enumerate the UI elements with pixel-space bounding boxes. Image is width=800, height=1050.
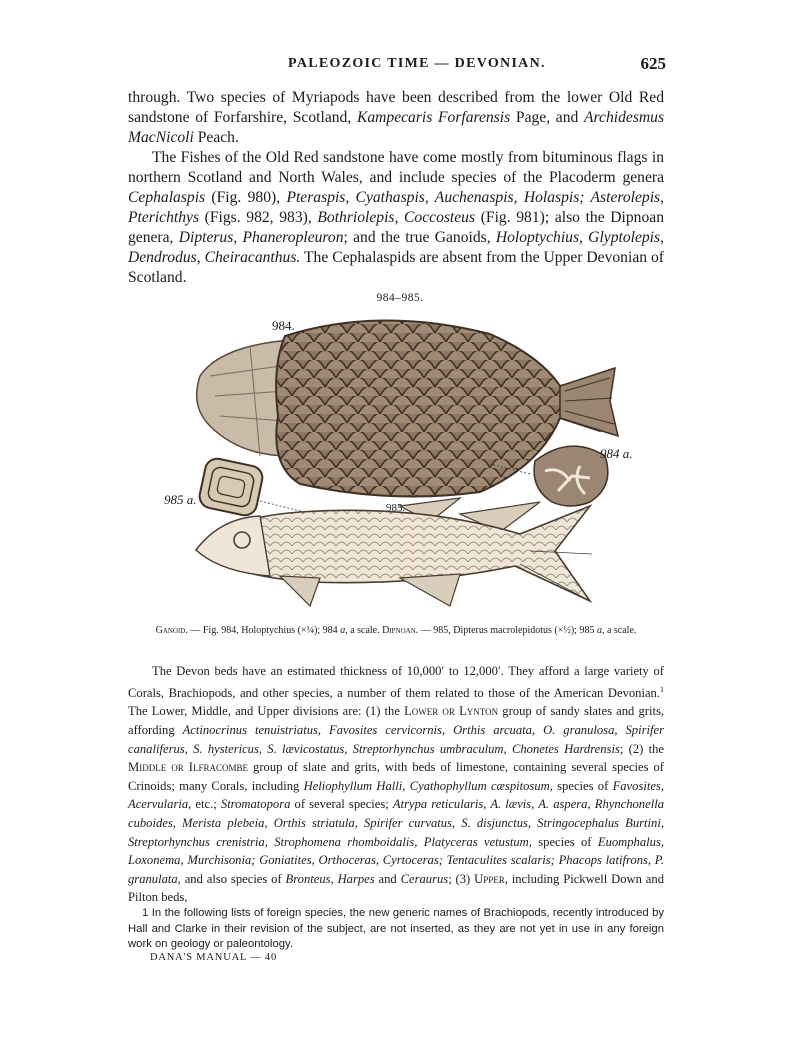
text-run: Page, and: [510, 109, 585, 126]
footnote-mark: 1: [142, 907, 149, 919]
footnote-text: In the following lists of foreign species, the new generic names of Brachiopods, recently introduced by Hall and Clarke in their revision of the subject, are not inserted, as they are not yet in use in any foreign work on geology or paleontology.: [128, 907, 664, 950]
paragraph-devon-beds: [128, 662, 664, 907]
text-run: (Fig. 980),: [205, 189, 287, 206]
figure-number: 984–985.: [376, 292, 424, 304]
text-run: ; (3): [448, 871, 475, 886]
text-run: , including Pickwell Down and Pilton beds,: [128, 871, 664, 905]
genus-name: Holoptychius, Glyptolepis, Dendrodus, Cheiracanthus.: [128, 229, 664, 266]
fossil-fish-figure: [160, 306, 660, 618]
text-run: ; and the true Ganoids,: [343, 229, 496, 246]
text-run: species of: [531, 834, 598, 849]
label-985a: 985 a.: [164, 492, 197, 507]
paragraph-myriapods: [128, 88, 664, 148]
page-number: 625: [640, 54, 666, 73]
text-run: group of sandy slates and grits, affording: [128, 704, 664, 737]
text-run: The Devon beds have an estimated thickness of 10,000′ to 12,000′. They afford a large variety of Corals, Brachiopods, and other species, a number of them related to those of the American Devonian.: [128, 664, 664, 700]
figure-caption: [128, 624, 664, 638]
species-list: Bronteus, Harpes: [285, 871, 375, 886]
division-name: Upper: [474, 871, 505, 886]
label-985: 985.: [386, 502, 406, 514]
species-list: Heliophyllum Halli, Cyathophyllum cæspitosum,: [303, 778, 553, 793]
genus-name: Dipterus, Phaneropleuron: [178, 229, 344, 246]
text-run: species of: [552, 778, 613, 793]
species-list: Actinocrinus tenuistriatus, Favosites cervicornis, Orthis arcuata, O. granulosa, Spirifer canaliferus, S. hystericus, S. lævicostatus, Streptorhynchus umbraculum, Chonetes Hardrensis: [128, 722, 664, 756]
species-list: Ceraurus: [400, 871, 449, 886]
label-984a: 984 a.: [600, 446, 633, 461]
species-list: Stromatopora: [220, 797, 291, 812]
species-name: Archidesmus MacNicoli: [128, 109, 665, 146]
text-run: through. Two species of Myriapods have been described from the lower Old Red sandstone of Forfarshire, Scotland,: [128, 89, 664, 126]
text-run: of several species;: [290, 797, 393, 812]
signature-imprint: DANA'S MANUAL — 40: [150, 952, 278, 963]
footnote-ref: 1: [660, 684, 664, 694]
species-name: Kampecaris Forfarensis: [356, 109, 511, 126]
caption-run: . — Fig. 984, Holoptychius (×¼); 984: [185, 625, 341, 636]
genus-name: Bothriolepis, Coccosteus: [317, 209, 476, 226]
text-run: (Figs. 982, 983),: [199, 209, 318, 226]
footnote: [128, 906, 664, 953]
species-list: Euomphalus, Loxonema, Murchisonia; Goniatites, Orthoceras, Cyrtoceras; Tentaculites scalaris; Phacops latifrons, P. granulata,: [128, 834, 664, 886]
genus-name: Cephalaspis: [128, 189, 206, 206]
caption-run: . — 985, Dipterus macrolepidotus (×½); 985: [415, 625, 597, 636]
species-list: Atrypa reticularis, A. lævis, A. aspera, Rhynchonella cuboides, Merista plebeia, Orthis striatula, Spirifer curvatus, S. disjunctus, Stringocephalus Burtini, Streptorhynchus crenistria, Strophomena rhomboidalis, Platyceras vetustum,: [128, 797, 664, 849]
label-984: 984.: [272, 318, 295, 333]
text-run: The Lower, Middle, and Upper divisions are: (1) the: [128, 704, 405, 719]
text-run: etc.;: [191, 797, 221, 812]
running-head: [128, 54, 668, 78]
text-run: (Fig. 981); also the Dipnoan genera,: [128, 209, 664, 246]
text-run: ; (2) the: [619, 741, 664, 756]
text-run: Peach.: [193, 129, 239, 146]
fossil-fish-illustration: [160, 306, 660, 618]
caption-run: Ganoid: [155, 625, 186, 636]
division-name: Middle or Ilfracombe: [128, 760, 248, 775]
caption-run: , a scale.: [345, 625, 383, 636]
caption-run: a: [340, 625, 346, 636]
fish-985-dipterus: [196, 498, 592, 606]
text-run: The Cephalaspids are absent from the Upper Devonian of Scotland.: [128, 249, 664, 286]
division-name: Lower or Lynton: [404, 704, 499, 719]
text-run: and also species of: [180, 871, 286, 886]
paragraph-fishes: [128, 148, 664, 288]
species-list: Favosites, Acervularia,: [128, 778, 664, 812]
caption-run: a: [596, 625, 602, 636]
caption-run: , a scale.: [601, 625, 637, 636]
text-run: and: [374, 871, 401, 886]
caption-run: Dipnoan: [382, 625, 416, 636]
text-run: The Fishes of the Old Red sandstone have come mostly from bituminous flags in northern Scotland and North Wales, and include species of the Placoderm genera: [128, 149, 664, 186]
genus-name: Pteraspis, Cyathaspis, Auchenaspis, Holaspis; Asterolepis, Pterichthys: [128, 189, 664, 226]
running-head-title: PALEOZOIC TIME — DEVONIAN.: [288, 56, 546, 71]
text-run: group of slate and grits, with beds of limestone, containing several species of Crinoids; many Corals, including: [128, 760, 665, 793]
